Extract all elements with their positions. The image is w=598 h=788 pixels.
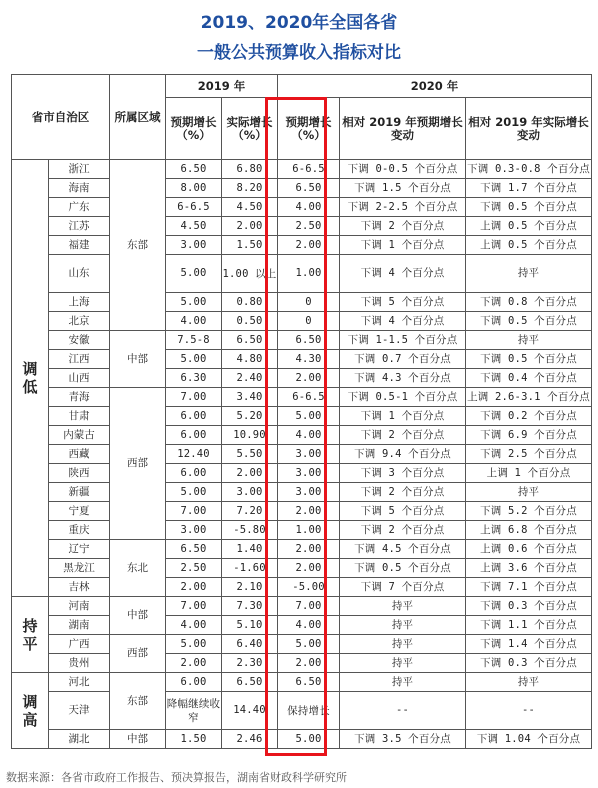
table-row	[12, 407, 592, 426]
table-row	[12, 198, 592, 217]
expected-2019-cell: 3.00	[166, 236, 222, 255]
vs-expected-cell: 持平	[340, 616, 466, 635]
category-cell: 持平	[12, 597, 49, 673]
region-cell: 中部	[110, 597, 166, 635]
vs-expected-cell: 下调 0.5 个百分点	[340, 559, 466, 578]
table-row	[12, 160, 592, 179]
province-cell: 青海	[49, 388, 110, 407]
actual-2019-cell: 0.80	[222, 293, 278, 312]
province-cell: 西藏	[49, 445, 110, 464]
expected-2020-cell: 2.00	[278, 502, 340, 521]
table-row	[12, 217, 592, 236]
header-region: 所属区域	[110, 75, 166, 160]
expected-2020-cell: 2.00	[278, 540, 340, 559]
table-row	[12, 464, 592, 483]
vs-expected-cell: 下调 1.5 个百分点	[340, 179, 466, 198]
title-line-1: 2019、2020年全国各省	[200, 13, 398, 33]
table-row	[12, 521, 592, 540]
table-row	[12, 692, 592, 730]
expected-2019-cell: 2.00	[166, 654, 222, 673]
header-actual-2019: 实际增长（%）	[222, 98, 278, 160]
vs-expected-cell: 持平	[340, 635, 466, 654]
actual-2019-cell: 1.50	[222, 236, 278, 255]
vs-actual-cell: 下调 1.1 个百分点	[466, 616, 592, 635]
expected-2020-cell: 2.00	[278, 369, 340, 388]
expected-2019-cell: 6-6.5	[166, 198, 222, 217]
expected-2019-cell: 5.00	[166, 635, 222, 654]
expected-2020-cell: 6.50	[278, 673, 340, 692]
actual-2019-cell: 5.20	[222, 407, 278, 426]
region-cell: 东部	[110, 160, 166, 331]
expected-2020-cell: 4.30	[278, 350, 340, 369]
expected-2020-cell: 7.00	[278, 597, 340, 616]
vs-actual-cell: 下调 2.5 个百分点	[466, 445, 592, 464]
province-cell: 新疆	[49, 483, 110, 502]
actual-2019-cell: 1.00 以上	[222, 255, 278, 293]
vs-expected-cell: 下调 3 个百分点	[340, 464, 466, 483]
actual-2019-cell: -5.80	[222, 521, 278, 540]
table-row	[12, 635, 592, 654]
vs-expected-cell: 下调 3.5 个百分点	[340, 730, 466, 749]
expected-2020-cell: 5.00	[278, 635, 340, 654]
table-row	[12, 236, 592, 255]
vs-expected-cell: 下调 0.5-1 个百分点	[340, 388, 466, 407]
vs-expected-cell: 下调 2 个百分点	[340, 217, 466, 236]
table-row	[12, 426, 592, 445]
header-2020: 2020 年	[278, 75, 592, 98]
expected-2020-cell: -5.00	[278, 578, 340, 597]
vs-actual-cell: 下调 1.04 个百分点	[466, 730, 592, 749]
actual-2019-cell: 2.30	[222, 654, 278, 673]
province-cell: 浙江	[49, 160, 110, 179]
header-2019: 2019 年	[166, 75, 278, 98]
province-cell: 黑龙江	[49, 559, 110, 578]
vs-actual-cell: 持平	[466, 255, 592, 293]
vs-actual-cell: 上调 1 个百分点	[466, 464, 592, 483]
expected-2020-cell: 6-6.5	[278, 388, 340, 407]
actual-2019-cell: 7.30	[222, 597, 278, 616]
expected-2020-cell: 3.00	[278, 445, 340, 464]
province-cell: 吉林	[49, 578, 110, 597]
vs-actual-cell: 上调 3.6 个百分点	[466, 559, 592, 578]
table-row	[12, 673, 592, 692]
actual-2019-cell: 5.10	[222, 616, 278, 635]
vs-actual-cell: 下调 1.7 个百分点	[466, 179, 592, 198]
expected-2019-cell: 6.50	[166, 160, 222, 179]
expected-2019-cell: 4.00	[166, 312, 222, 331]
table-row	[12, 559, 592, 578]
category-cell: 调高	[12, 673, 49, 749]
expected-2020-cell: 保持增长	[278, 692, 340, 730]
province-cell: 福建	[49, 236, 110, 255]
actual-2019-cell: 2.46	[222, 730, 278, 749]
vs-expected-cell: 持平	[340, 673, 466, 692]
expected-2020-cell: 4.00	[278, 426, 340, 445]
table-row	[12, 350, 592, 369]
expected-2019-cell: 降幅继续收窄	[166, 692, 222, 730]
table-row	[12, 369, 592, 388]
vs-actual-cell: 下调 0.2 个百分点	[466, 407, 592, 426]
vs-expected-cell: 下调 4.5 个百分点	[340, 540, 466, 559]
province-cell: 内蒙古	[49, 426, 110, 445]
province-cell: 江西	[49, 350, 110, 369]
province-cell: 湖北	[49, 730, 110, 749]
vs-actual-cell: 上调 6.8 个百分点	[466, 521, 592, 540]
province-cell: 北京	[49, 312, 110, 331]
expected-2020-cell: 2.00	[278, 559, 340, 578]
province-cell: 海南	[49, 179, 110, 198]
expected-2020-cell: 5.00	[278, 730, 340, 749]
expected-2020-cell: 2.00	[278, 236, 340, 255]
expected-2020-cell: 3.00	[278, 483, 340, 502]
vs-actual-cell: 下调 6.9 个百分点	[466, 426, 592, 445]
vs-actual-cell: 上调 0.5 个百分点	[466, 236, 592, 255]
expected-2020-cell: 0	[278, 293, 340, 312]
actual-2019-cell: 3.00	[222, 483, 278, 502]
vs-actual-cell: 上调 2.6-3.1 个百分点	[466, 388, 592, 407]
province-cell: 江苏	[49, 217, 110, 236]
actual-2019-cell: 3.40	[222, 388, 278, 407]
vs-actual-cell: 下调 5.2 个百分点	[466, 502, 592, 521]
header-expected-2019: 预期增长（%）	[166, 98, 222, 160]
expected-2019-cell: 5.00	[166, 483, 222, 502]
province-cell: 贵州	[49, 654, 110, 673]
actual-2019-cell: 7.20	[222, 502, 278, 521]
expected-2019-cell: 3.00	[166, 521, 222, 540]
actual-2019-cell: 2.00	[222, 217, 278, 236]
actual-2019-cell: 2.40	[222, 369, 278, 388]
vs-expected-cell: 下调 9.4 个百分点	[340, 445, 466, 464]
vs-expected-cell: 下调 5 个百分点	[340, 293, 466, 312]
table-row	[12, 255, 592, 293]
vs-actual-cell: 上调 0.6 个百分点	[466, 540, 592, 559]
expected-2020-cell: 4.00	[278, 616, 340, 635]
table-row	[12, 445, 592, 464]
budget-revenue-table	[11, 74, 592, 749]
actual-2019-cell: 6.40	[222, 635, 278, 654]
data-source-note: 数据来源：各省市政府工作报告、预决算报告，湖南省财政科学研究所	[6, 771, 347, 784]
expected-2020-cell: 3.00	[278, 464, 340, 483]
actual-2019-cell: 10.90	[222, 426, 278, 445]
vs-actual-cell: 下调 7.1 个百分点	[466, 578, 592, 597]
region-cell: 东北	[110, 540, 166, 597]
vs-expected-cell: 持平	[340, 654, 466, 673]
vs-expected-cell: 下调 2 个百分点	[340, 521, 466, 540]
vs-actual-cell: 下调 0.5 个百分点	[466, 312, 592, 331]
province-cell: 河北	[49, 673, 110, 692]
vs-actual-cell: 下调 0.3-0.8 个百分点	[466, 160, 592, 179]
province-cell: 山东	[49, 255, 110, 293]
expected-2019-cell: 4.00	[166, 616, 222, 635]
expected-2019-cell: 7.00	[166, 597, 222, 616]
vs-expected-cell: 下调 4 个百分点	[340, 312, 466, 331]
expected-2019-cell: 2.00	[166, 578, 222, 597]
vs-actual-cell: 下调 0.8 个百分点	[466, 293, 592, 312]
actual-2019-cell: 0.50	[222, 312, 278, 331]
vs-actual-cell: --	[466, 692, 592, 730]
region-cell: 东部	[110, 673, 166, 730]
province-cell: 重庆	[49, 521, 110, 540]
table-row	[12, 388, 592, 407]
vs-expected-cell: 下调 1-1.5 个百分点	[340, 331, 466, 350]
vs-expected-cell: 持平	[340, 597, 466, 616]
province-cell: 陕西	[49, 464, 110, 483]
expected-2020-cell: 6-6.5	[278, 160, 340, 179]
expected-2020-cell: 4.00	[278, 198, 340, 217]
province-cell: 甘肃	[49, 407, 110, 426]
actual-2019-cell: 2.10	[222, 578, 278, 597]
table-row	[12, 578, 592, 597]
actual-2019-cell: 8.20	[222, 179, 278, 198]
expected-2020-cell: 0	[278, 312, 340, 331]
vs-actual-cell: 下调 0.5 个百分点	[466, 350, 592, 369]
region-cell: 中部	[110, 730, 166, 749]
table-row	[12, 730, 592, 749]
expected-2020-cell: 6.50	[278, 331, 340, 350]
expected-2019-cell: 7.5-8	[166, 331, 222, 350]
expected-2019-cell: 4.50	[166, 217, 222, 236]
vs-actual-cell: 持平	[466, 331, 592, 350]
expected-2019-cell: 6.00	[166, 407, 222, 426]
vs-expected-cell: 下调 7 个百分点	[340, 578, 466, 597]
province-cell: 湖南	[49, 616, 110, 635]
vs-actual-cell: 下调 0.5 个百分点	[466, 198, 592, 217]
vs-actual-cell: 下调 1.4 个百分点	[466, 635, 592, 654]
actual-2019-cell: 2.00	[222, 464, 278, 483]
actual-2019-cell: 6.50	[222, 673, 278, 692]
vs-actual-cell: 上调 0.5 个百分点	[466, 217, 592, 236]
vs-expected-cell: 下调 0.7 个百分点	[340, 350, 466, 369]
header-vs-actual: 相对 2019 年实际增长变动	[466, 98, 592, 160]
expected-2020-cell: 2.00	[278, 654, 340, 673]
province-cell: 河南	[49, 597, 110, 616]
expected-2019-cell: 6.00	[166, 673, 222, 692]
expected-2020-cell: 6.50	[278, 179, 340, 198]
region-cell: 西部	[110, 635, 166, 673]
vs-actual-cell: 下调 0.4 个百分点	[466, 369, 592, 388]
expected-2019-cell: 6.00	[166, 464, 222, 483]
vs-expected-cell: 下调 2 个百分点	[340, 483, 466, 502]
table-row	[12, 293, 592, 312]
header-vs-expected: 相对 2019 年预期增长变动	[340, 98, 466, 160]
vs-actual-cell: 持平	[466, 673, 592, 692]
actual-2019-cell: 1.40	[222, 540, 278, 559]
region-cell: 中部	[110, 331, 166, 388]
table-row	[12, 540, 592, 559]
vs-expected-cell: 下调 4 个百分点	[340, 255, 466, 293]
actual-2019-cell: 4.80	[222, 350, 278, 369]
actual-2019-cell: 6.50	[222, 331, 278, 350]
actual-2019-cell: 6.80	[222, 160, 278, 179]
vs-expected-cell: 下调 2-2.5 个百分点	[340, 198, 466, 217]
province-cell: 辽宁	[49, 540, 110, 559]
header-province: 省市自治区	[12, 75, 110, 160]
expected-2020-cell: 1.00	[278, 521, 340, 540]
province-cell: 上海	[49, 293, 110, 312]
expected-2019-cell: 5.00	[166, 255, 222, 293]
expected-2019-cell: 5.00	[166, 350, 222, 369]
header-expected-2020: 预期增长（%）	[278, 98, 340, 160]
category-cell: 调低	[12, 160, 49, 597]
table-row	[12, 179, 592, 198]
table-row	[12, 331, 592, 350]
vs-actual-cell: 下调 0.3 个百分点	[466, 597, 592, 616]
table-row	[12, 312, 592, 331]
title-line-2: 一般公共预算收入指标对比	[197, 43, 401, 63]
expected-2019-cell: 1.50	[166, 730, 222, 749]
vs-expected-cell: 下调 4.3 个百分点	[340, 369, 466, 388]
actual-2019-cell: 5.50	[222, 445, 278, 464]
province-cell: 安徽	[49, 331, 110, 350]
expected-2019-cell: 12.40	[166, 445, 222, 464]
vs-actual-cell: 下调 0.3 个百分点	[466, 654, 592, 673]
province-cell: 广西	[49, 635, 110, 654]
vs-expected-cell: 下调 2 个百分点	[340, 426, 466, 445]
expected-2020-cell: 5.00	[278, 407, 340, 426]
expected-2019-cell: 7.00	[166, 502, 222, 521]
expected-2020-cell: 2.50	[278, 217, 340, 236]
vs-expected-cell: 下调 0-0.5 个百分点	[340, 160, 466, 179]
vs-expected-cell: 下调 5 个百分点	[340, 502, 466, 521]
expected-2019-cell: 7.00	[166, 388, 222, 407]
expected-2020-cell: 1.00	[278, 255, 340, 293]
vs-actual-cell: 持平	[466, 483, 592, 502]
province-cell: 宁夏	[49, 502, 110, 521]
region-cell: 西部	[110, 388, 166, 540]
province-cell: 广东	[49, 198, 110, 217]
vs-expected-cell: 下调 1 个百分点	[340, 407, 466, 426]
expected-2019-cell: 2.50	[166, 559, 222, 578]
province-cell: 山西	[49, 369, 110, 388]
expected-2019-cell: 6.30	[166, 369, 222, 388]
table-row	[12, 502, 592, 521]
table-row	[12, 616, 592, 635]
expected-2019-cell: 6.50	[166, 540, 222, 559]
province-cell: 天津	[49, 692, 110, 730]
expected-2019-cell: 8.00	[166, 179, 222, 198]
expected-2019-cell: 5.00	[166, 293, 222, 312]
actual-2019-cell: 14.40	[222, 692, 278, 730]
expected-2019-cell: 6.00	[166, 426, 222, 445]
table-row	[12, 654, 592, 673]
actual-2019-cell: -1.60	[222, 559, 278, 578]
table-row	[12, 597, 592, 616]
actual-2019-cell: 4.50	[222, 198, 278, 217]
vs-expected-cell: 下调 1 个百分点	[340, 236, 466, 255]
vs-expected-cell: --	[340, 692, 466, 730]
table-row	[12, 483, 592, 502]
